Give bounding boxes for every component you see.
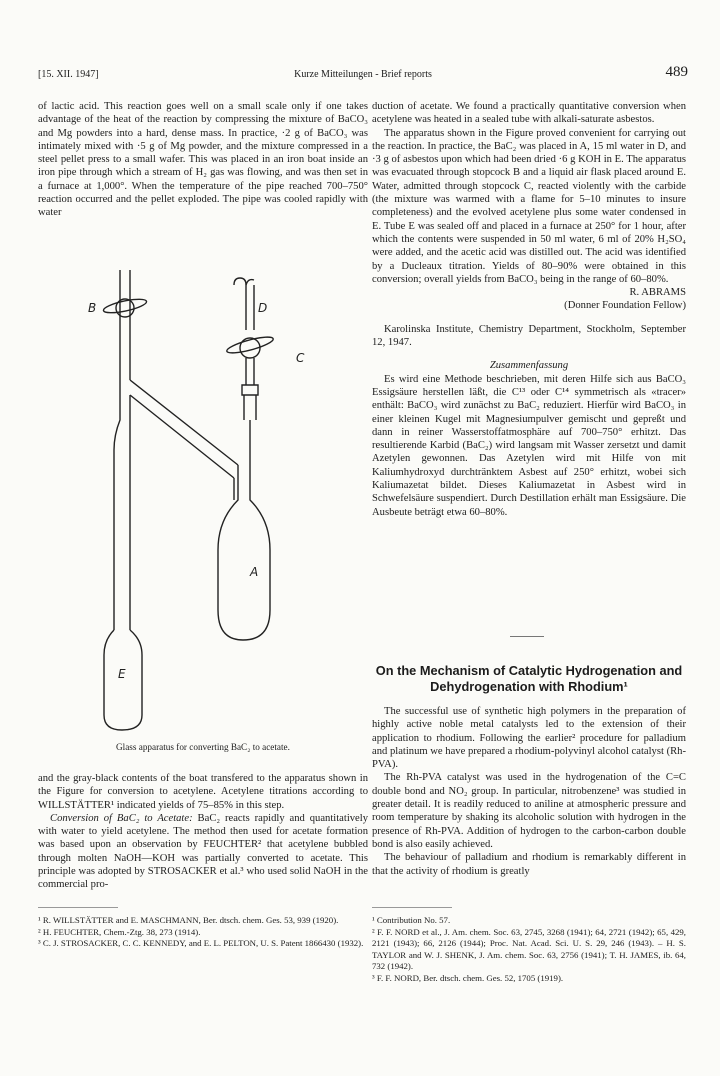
footnote-rule <box>372 907 452 908</box>
label-a: A <box>250 565 259 579</box>
left-column-top <box>38 100 368 220</box>
footnote: ³ F. F. NORD, Ber. dtsch. chem. Ges. 52, 1705 (1919). <box>372 972 564 983</box>
paragraph: The apparatus shown in the Figure proved convenient for carrying out the reaction. In practice, the BaC₂ was placed in A, 15 ml water in D, and ·3 g of asbestos upon which had been dried ·6 g KOH in E. The apparatus was evacuated through stopcock B and a liquid air flask placed around E. Water, admitted through stopcock C, reacted violently with the carbide (the mixture was warmed with a flame for 5–10 minutes to insure completeness) and the evolved acetylene plus some water condensed in E. Tube E was sealed off and placed in a furnace at 250° for 1 hour, after which the contents were suspended in 50 ml water, 6 ml of 20% H₂SO₄ were added, and the acetic acid was distilled out. The acid was identified by a Ducleaux titration. Yields of 80–90% were obtained in this conversion; overall yields from BaCO₃ being in the range of 60–80%. <box>372 127 686 285</box>
footnote: ¹ R. WILLSTÄTTER and E. MASCHMANN, Ber. dtsch. chem. Ges. 53, 939 (1920). <box>38 915 339 925</box>
paragraph-conversion <box>38 812 368 892</box>
footnote: ³ C. J. STROSACKER, C. C. KENNEDY, and E. L. PELTON, U. S. Patent 1866430 (1932). <box>38 938 364 949</box>
summary-text: Es wird eine Methode beschrieben, mit deren Hilfe sich aus BaCO₃ Essigsäure herstellen läßt, die C¹³ oder C¹⁴ symmetrisch als «tracer» enthält: BaCO₃ wird zunächst zu BaC₂ reduziert. Hierfür wird BaCO₃ in einer kleinen Kugel mit Magnesiumpulver gemischt und gepreßt und dann in reiner Wasserstoffatmosphäre auf 700–750° erhitzt. Das resultierende Karbid (BaC₂) wird langsam mit Wasser zersetzt und damit Azetylen gewonnen. Das Azetylen wird mit Hilfe von mit Kaliumhydroxyd durchtränktem Asbest auf 250° erhitzt, wobei sich Kaliumazetat bildet. Dieses Kaliumazetat in Asbest wird in Schwefelsäure suspendiert. Durch Destillation erhält man Essigsäure. Die Ausbeute beträgt etwa 60–80%. <box>372 373 686 518</box>
label-b: B <box>88 301 97 315</box>
paragraph-body: BaC₂ reacts rapidly and quantitatively with water to yield acetylene. The method then used for acetate formation was based upon an observation by FEUCHTER² that acetylene bubbled through molten NaOH—KOH was partially converted to acetate. This principle was adopted by STROSACKER et al.³ who used solid NaOH in the commercial pro- <box>38 812 368 891</box>
footnote: ¹ Contribution No. 57. <box>372 915 451 925</box>
author-affiliation: (Donner Foundation Fellow) <box>564 300 686 312</box>
paragraph: The Rh-PVA catalyst was used in the hydrogenation of the C=C double bond and NO₂ group. In particular, nitrobenzene³ was studied in greater detail. It is readily reduced to aniline at atmospheric pressure and room temperature by shaking its alcoholic solution with hydrogen in the presence of Rh-PVA. Addition of hydrogen to the carbon-carbon double bond is also easily achieved. <box>372 772 686 850</box>
right-column-top <box>372 100 686 519</box>
institution: Karolinska Institute, Chemistry Department, Stockholm, September 12, 1947. <box>372 323 686 349</box>
left-column-bottom <box>38 772 368 892</box>
article-title: On the Mechanism of Catalytic Hydrogenation and Dehydrogenation with Rhodium¹ <box>375 663 683 694</box>
footnotes-left <box>38 915 368 950</box>
footnote: ² H. FEUCHTER, Chem.-Ztg. 38, 273 (1914). <box>38 926 201 937</box>
section-divider <box>510 636 544 637</box>
paragraph: duction of acetate. We found a practically quantitative conversion when acetylene was heated in a sealed tube with alkali-saturate asbestos. <box>372 101 686 126</box>
running-header <box>38 64 688 85</box>
apparatus-figure <box>38 260 368 740</box>
header-date: [15. XII. 1947] <box>38 69 99 80</box>
paragraph: of lactic acid. This reaction goes well on a small scale only if one takes advantage of the heat of the reaction by compressing the mixture of BaCO₃ and Mg powders into a hard, dense mass. In practice, ·2 g of BaCO₃ was intimately mixed with ·5 g of Mg powder, and the mixture compressed in a steel pellet press to a small wafer. This was placed in an iron boat inside an iron pipe through which a stream of H₂ gas was flowing, and was then set in a furnace at 1,000°. When the temperature of the pipe reached 700–750° reaction occurred and the pellet exploded. The pipe was cooled rapidly with water <box>38 101 368 219</box>
footnote-rule <box>38 907 118 908</box>
header-section: Kurze Mitteilungen - Brief reports <box>294 69 432 80</box>
apparatus-drawing <box>38 260 368 740</box>
footnotes-right <box>372 915 686 985</box>
italic-lead: Conversion of BaC₂ to Acetate: <box>50 812 193 824</box>
paragraph: and the gray-black contents of the boat transfered to the apparatus shown in the Figure for conversion to acetylene. Acetylene titrations according to WILLSTÄTTER¹ indicated yields of 75–85% in this step. <box>38 773 368 811</box>
figure-caption: Glass apparatus for converting BaC₂ to acetate. <box>116 742 290 752</box>
paragraph: The behaviour of palladium and rhodium is remarkably different in that the activity of rhodium is greatly <box>372 852 686 877</box>
label-c: C <box>296 351 305 365</box>
author-name: R. ABRAMS <box>629 287 686 299</box>
summary-heading: Zusammenfassung <box>489 360 569 372</box>
right-column-article <box>372 705 686 878</box>
label-d: D <box>258 301 268 315</box>
footnote: ² F. F. NORD et al., J. Am. chem. Soc. 63, 2745, 3268 (1941); 64, 2721 (1942); 65, 429, 2121 (1943); 66, 2126 (1944); Proc. Nat. Acad. Sci. U. S. 29, 246 (1943). – H. S. TAYLOR and W. J. SHENK, J. Am. chem. Soc. 63, 2756 (1941); T. H. JAMES, ib. 64, 732 (1942). <box>372 926 686 972</box>
page-number: 489 <box>665 64 688 80</box>
label-e: E <box>118 667 126 681</box>
paragraph: The successful use of synthetic high polymers in the preparation of highly active noble metal catalysts led to the extension of their application to rhodium. Following the earlier² procedure for palladium and platinum we have prepared a rhodium-polyvinyl alcohol catalyst (Rh-PVA). <box>372 706 686 771</box>
